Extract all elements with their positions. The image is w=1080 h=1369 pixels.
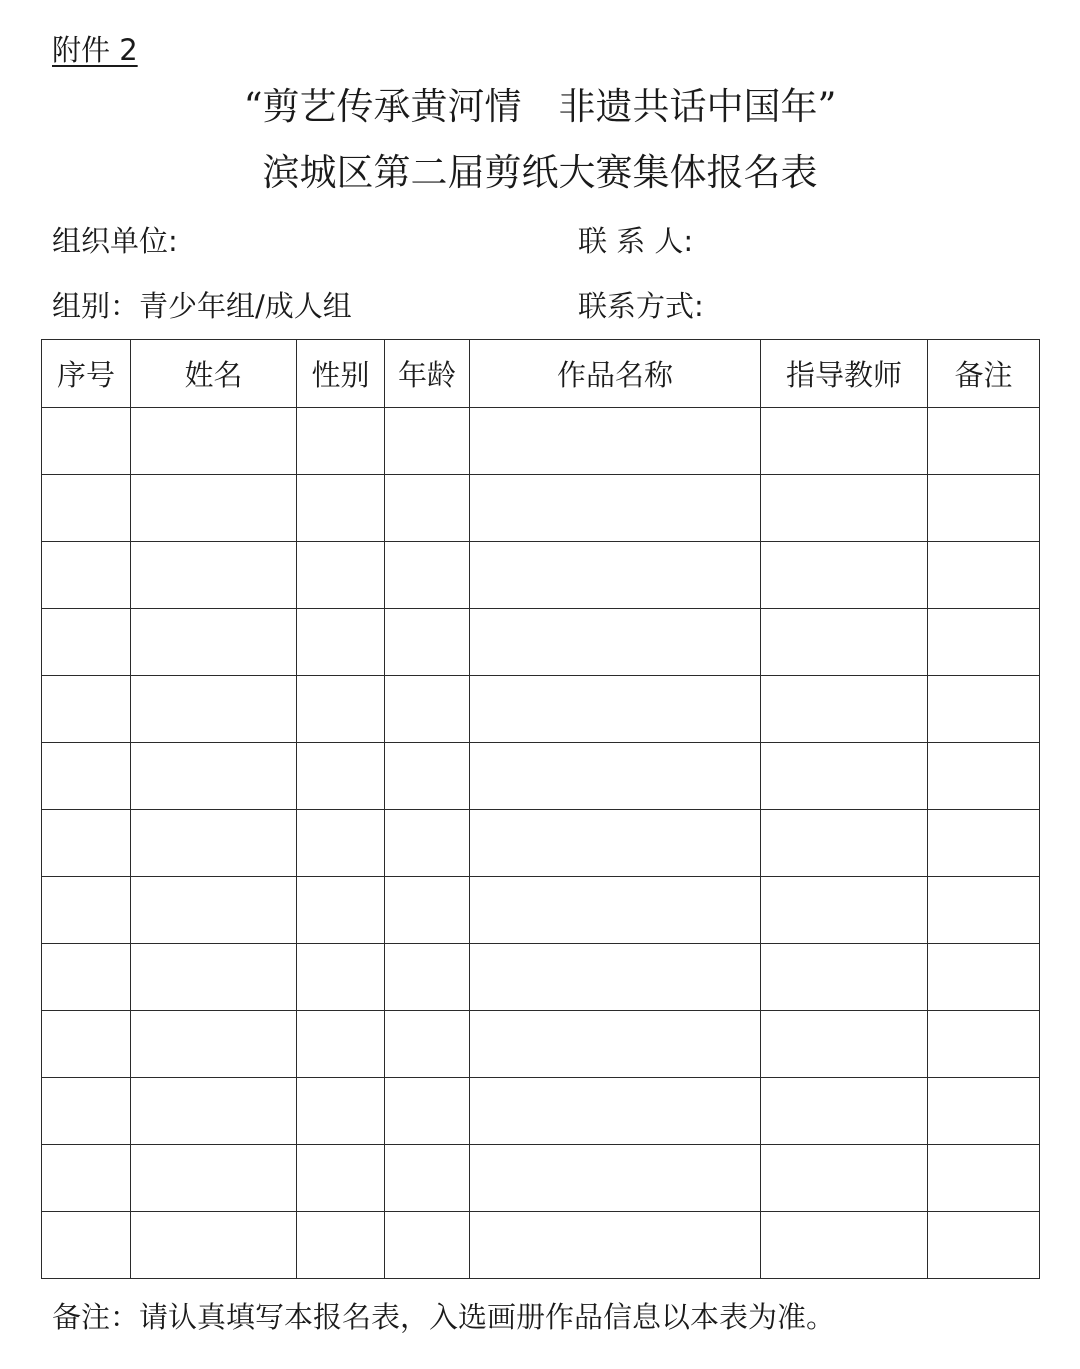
organization-field: 组织单位:: [52, 224, 178, 258]
table-cell: [761, 542, 928, 609]
group-field: 组别：青少年组/成人组: [52, 289, 352, 323]
table-cell: [297, 676, 385, 743]
table-cell: [42, 475, 131, 542]
header-gender: 性别: [297, 340, 385, 408]
table-cell: [42, 810, 131, 877]
form-title-line-2: 滨城区第二届剪纸大赛集体报名表: [262, 151, 818, 194]
table-cell: [928, 877, 1040, 944]
table-cell: [297, 877, 385, 944]
table-cell: [928, 1078, 1040, 1145]
table-cell: [470, 542, 761, 609]
table-cell: [385, 810, 470, 877]
table-cell: [470, 609, 761, 676]
table-cell: [385, 877, 470, 944]
table-cell: [385, 676, 470, 743]
table-cell: [761, 743, 928, 810]
table-cell: [42, 408, 131, 475]
table-cell: [297, 542, 385, 609]
table-cell: [761, 408, 928, 475]
table-cell: [297, 609, 385, 676]
table-cell: [761, 877, 928, 944]
contact-method-field: 联系方式:: [578, 289, 704, 323]
table-cell: [761, 475, 928, 542]
table-cell: [385, 475, 470, 542]
table-row: [42, 877, 1040, 944]
table-cell: [385, 1212, 470, 1279]
table-cell: [928, 408, 1040, 475]
table-cell: [131, 1078, 297, 1145]
table-cell: [42, 542, 131, 609]
table-cell: [42, 877, 131, 944]
table-cell: [131, 676, 297, 743]
table-cell: [42, 1212, 131, 1279]
table-cell: [928, 676, 1040, 743]
table-cell: [928, 1011, 1040, 1078]
table-cell: [470, 676, 761, 743]
table-cell: [297, 1145, 385, 1212]
header-remarks: 备注: [928, 340, 1040, 408]
table-row: [42, 609, 1040, 676]
table-row: [42, 1011, 1040, 1078]
table-cell: [297, 1011, 385, 1078]
table-cell: [928, 810, 1040, 877]
table-cell: [131, 408, 297, 475]
table-cell: [928, 1212, 1040, 1279]
table-cell: [470, 877, 761, 944]
table-cell: [297, 1078, 385, 1145]
table-cell: [42, 676, 131, 743]
table-cell: [470, 810, 761, 877]
table-cell: [42, 609, 131, 676]
table-cell: [297, 743, 385, 810]
footnote: 备注：请认真填写本报名表，入选画册作品信息以本表为准。: [52, 1300, 836, 1334]
table-row: [42, 743, 1040, 810]
table-cell: [761, 609, 928, 676]
table-cell: [761, 1078, 928, 1145]
table-row: [42, 408, 1040, 475]
table-cell: [928, 542, 1040, 609]
header-name: 姓名: [131, 340, 297, 408]
table-cell: [470, 475, 761, 542]
header-instructor: 指导教师: [761, 340, 928, 408]
table-cell: [385, 944, 470, 1011]
registration-table: [41, 339, 1040, 1279]
table-row: [42, 1145, 1040, 1212]
table-cell: [385, 743, 470, 810]
table-cell: [761, 1212, 928, 1279]
table-cell: [131, 743, 297, 810]
table-row: [42, 542, 1040, 609]
table-cell: [385, 1145, 470, 1212]
table-cell: [470, 408, 761, 475]
table-cell: [297, 810, 385, 877]
table-cell: [928, 609, 1040, 676]
table-cell: [470, 1078, 761, 1145]
contact-person-field: 联 系 人:: [578, 224, 694, 258]
table-cell: [297, 475, 385, 542]
table-cell: [131, 609, 297, 676]
table-cell: [297, 408, 385, 475]
header-serial-number: 序号: [42, 340, 131, 408]
table-cell: [385, 609, 470, 676]
table-row: [42, 810, 1040, 877]
table-cell: [297, 944, 385, 1011]
table-cell: [42, 743, 131, 810]
table-cell: [470, 1011, 761, 1078]
table-cell: [131, 1145, 297, 1212]
table-cell: [131, 1011, 297, 1078]
table-cell: [928, 1145, 1040, 1212]
table-cell: [761, 944, 928, 1011]
table-cell: [761, 676, 928, 743]
header-age: 年龄: [385, 340, 470, 408]
table-cell: [761, 1145, 928, 1212]
table-row: [42, 1212, 1040, 1279]
table-row: [42, 944, 1040, 1011]
table-cell: [131, 542, 297, 609]
table-cell: [761, 810, 928, 877]
table-cell: [470, 1212, 761, 1279]
form-title-line-1: “剪艺传承黄河情 非遗共话中国年”: [243, 85, 837, 128]
table-body: [42, 408, 1040, 1279]
table-cell: [131, 877, 297, 944]
table-header-row: [42, 340, 1040, 408]
table-row: [42, 676, 1040, 743]
table-cell: [42, 1011, 131, 1078]
table-cell: [131, 944, 297, 1011]
table-cell: [131, 475, 297, 542]
table-cell: [761, 1011, 928, 1078]
table-row: [42, 475, 1040, 542]
table-row: [42, 1078, 1040, 1145]
table-cell: [470, 1145, 761, 1212]
table-cell: [385, 1078, 470, 1145]
attachment-label: 附件 2: [52, 33, 138, 67]
table-cell: [928, 475, 1040, 542]
table-cell: [928, 944, 1040, 1011]
table-cell: [131, 810, 297, 877]
table-cell: [385, 408, 470, 475]
header-work-title: 作品名称: [470, 340, 761, 408]
table-cell: [42, 1145, 131, 1212]
table-cell: [42, 944, 131, 1011]
table-cell: [385, 542, 470, 609]
table-cell: [385, 1011, 470, 1078]
table-cell: [470, 743, 761, 810]
table-cell: [131, 1212, 297, 1279]
table-cell: [928, 743, 1040, 810]
table-cell: [42, 1078, 131, 1145]
table-cell: [297, 1212, 385, 1279]
table-cell: [470, 944, 761, 1011]
